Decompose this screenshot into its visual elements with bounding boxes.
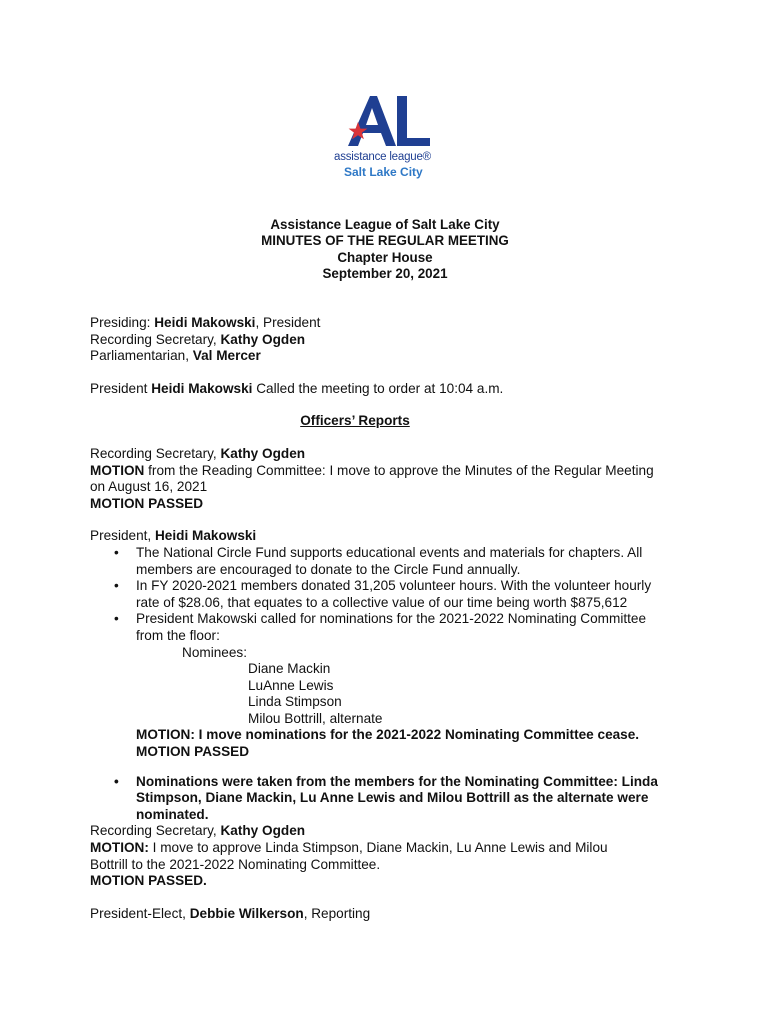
- secretary-motion-text-2: Bottrill to the 2021-2022 Nominating Committee.: [90, 856, 381, 872]
- org-name: Assistance League of Salt Lake City: [270, 217, 500, 232]
- presiding-line: [90, 315, 690, 332]
- president-elect-name: Debbie Wilkerson: [189, 905, 304, 921]
- logo-wordmark: assistance league®: [334, 151, 431, 163]
- call-to-order-name: Heidi Makowski: [151, 380, 253, 396]
- logo-letter-a: [348, 96, 396, 146]
- presiding-label: Presiding:: [90, 315, 155, 330]
- document-body: [90, 315, 690, 922]
- bullet-text: The National Circle Fund supports educational events and materials for chapters. All: [136, 544, 643, 560]
- list-item: [90, 578, 666, 611]
- secretary-line: [90, 332, 690, 349]
- list-item: [90, 611, 666, 644]
- secretary-motion-line-1: [90, 463, 690, 480]
- secretary-motion-line-2: on August 16, 2021: [90, 479, 208, 495]
- nominee: Diane Mackin: [248, 661, 331, 677]
- bullet-icon: •: [114, 611, 119, 627]
- secretary-name: Kathy Ogden: [220, 331, 306, 347]
- spacer: [90, 512, 690, 528]
- nominations-bullet-list: [90, 774, 690, 824]
- meeting-location: Chapter House: [337, 249, 433, 265]
- president-elect-label: President-Elect,: [90, 905, 190, 921]
- secretary-report-name: Kathy Ogden: [220, 445, 306, 461]
- bullet-text: nominated.: [136, 806, 209, 822]
- president-elect-heading: [90, 906, 690, 923]
- president-report-bullets: [90, 545, 690, 645]
- officers-reports-heading: Officers’ Reports: [300, 413, 410, 429]
- assistance-league-logo: [330, 88, 440, 184]
- list-item: [90, 774, 666, 824]
- president-report-name: Heidi Makowski: [154, 528, 257, 544]
- nominations-motion: MOTION: I move nominations for the 2021-2022 Nominating Committee cease.: [136, 727, 640, 743]
- bullet-text: Stimpson, Diane Mackin, Lu Anne Lewis and Milou Bottrill as the alternate were: [136, 790, 649, 806]
- bullet-text: from the floor:: [136, 627, 220, 643]
- bullet-text: rate of $28.06, that equates to a collective value of our time being worth $875,612: [136, 594, 628, 610]
- presiding-name: Heidi Makowski: [154, 315, 256, 330]
- document-title: MINUTES OF THE REGULAR MEETING: [261, 233, 509, 249]
- bullet-text: President Makowski called for nominations for the 2021-2022 Nominating Committee: [136, 611, 647, 627]
- nominees-label: Nominees:: [182, 644, 247, 660]
- nominee: Linda Stimpson: [248, 694, 342, 710]
- nominee: Milou Bottrill, alternate: [248, 710, 383, 726]
- list-item: [90, 545, 666, 578]
- bullet-icon: •: [114, 544, 119, 560]
- secretary-motion-text-1: [90, 840, 690, 857]
- spacer: [90, 430, 690, 446]
- spacer: [90, 761, 690, 774]
- bullet-text: In FY 2020-2021 members donated 31,205 volunteer hours. With the volunteer hourly: [136, 578, 652, 594]
- bullet-text: members are encouraged to donate to the Circle Fund annually.: [136, 561, 521, 577]
- president-report-heading: [90, 528, 690, 545]
- logo-monogram-text: AL: [330, 88, 332, 89]
- presiding-role: , President: [255, 315, 321, 330]
- president-report-label: President,: [90, 528, 155, 544]
- spacer: [90, 365, 690, 381]
- parliamentarian-name: Val Mercer: [192, 348, 261, 364]
- logo-city: Salt Lake City: [344, 165, 423, 179]
- nominee: LuAnne Lewis: [248, 677, 334, 693]
- secretary-motion-result: MOTION PASSED.: [90, 873, 207, 889]
- secretary-report-label: Recording Secretary,: [90, 445, 221, 461]
- secretary-label: Recording Secretary,: [90, 331, 221, 347]
- al-monogram: [330, 88, 440, 152]
- motion-text: I move to approve Linda Stimpson, Diane Mackin, Lu Anne Lewis and Milou: [148, 840, 608, 856]
- bullet-text: Nominations were taken from the members for the Nominating Committee: Linda: [136, 773, 658, 789]
- spacer: [90, 397, 690, 413]
- parliamentarian-label: Parliamentarian,: [90, 348, 193, 364]
- logo-letter-l: [397, 96, 430, 146]
- nominations-motion-result: MOTION PASSED: [136, 744, 250, 760]
- secretary-report-heading: [90, 446, 690, 463]
- call-to-order-prefix: President: [90, 380, 152, 396]
- meeting-date: September 20, 2021: [322, 266, 448, 282]
- motion-label: MOTION: [90, 462, 145, 478]
- secretary-motion-heading: [90, 823, 690, 840]
- spacer: [90, 890, 690, 906]
- motion-label: MOTION:: [90, 840, 149, 856]
- parliamentarian-line: [90, 348, 690, 365]
- bullet-icon: •: [114, 578, 119, 594]
- document-header: [0, 217, 770, 283]
- secretary-motion-name: Kathy Ogden: [220, 823, 306, 839]
- motion-result: MOTION PASSED: [90, 495, 204, 511]
- motion-text: from the Reading Committee: I move to approve the Minutes of the Regular Meeting: [144, 462, 654, 478]
- president-elect-suffix: , Reporting: [303, 905, 371, 921]
- bullet-icon: •: [114, 773, 119, 789]
- call-to-order-text: Called the meeting to order at 10:04 a.m.: [252, 380, 504, 396]
- call-to-order: [90, 381, 690, 398]
- secretary-motion-label: Recording Secretary,: [90, 823, 221, 839]
